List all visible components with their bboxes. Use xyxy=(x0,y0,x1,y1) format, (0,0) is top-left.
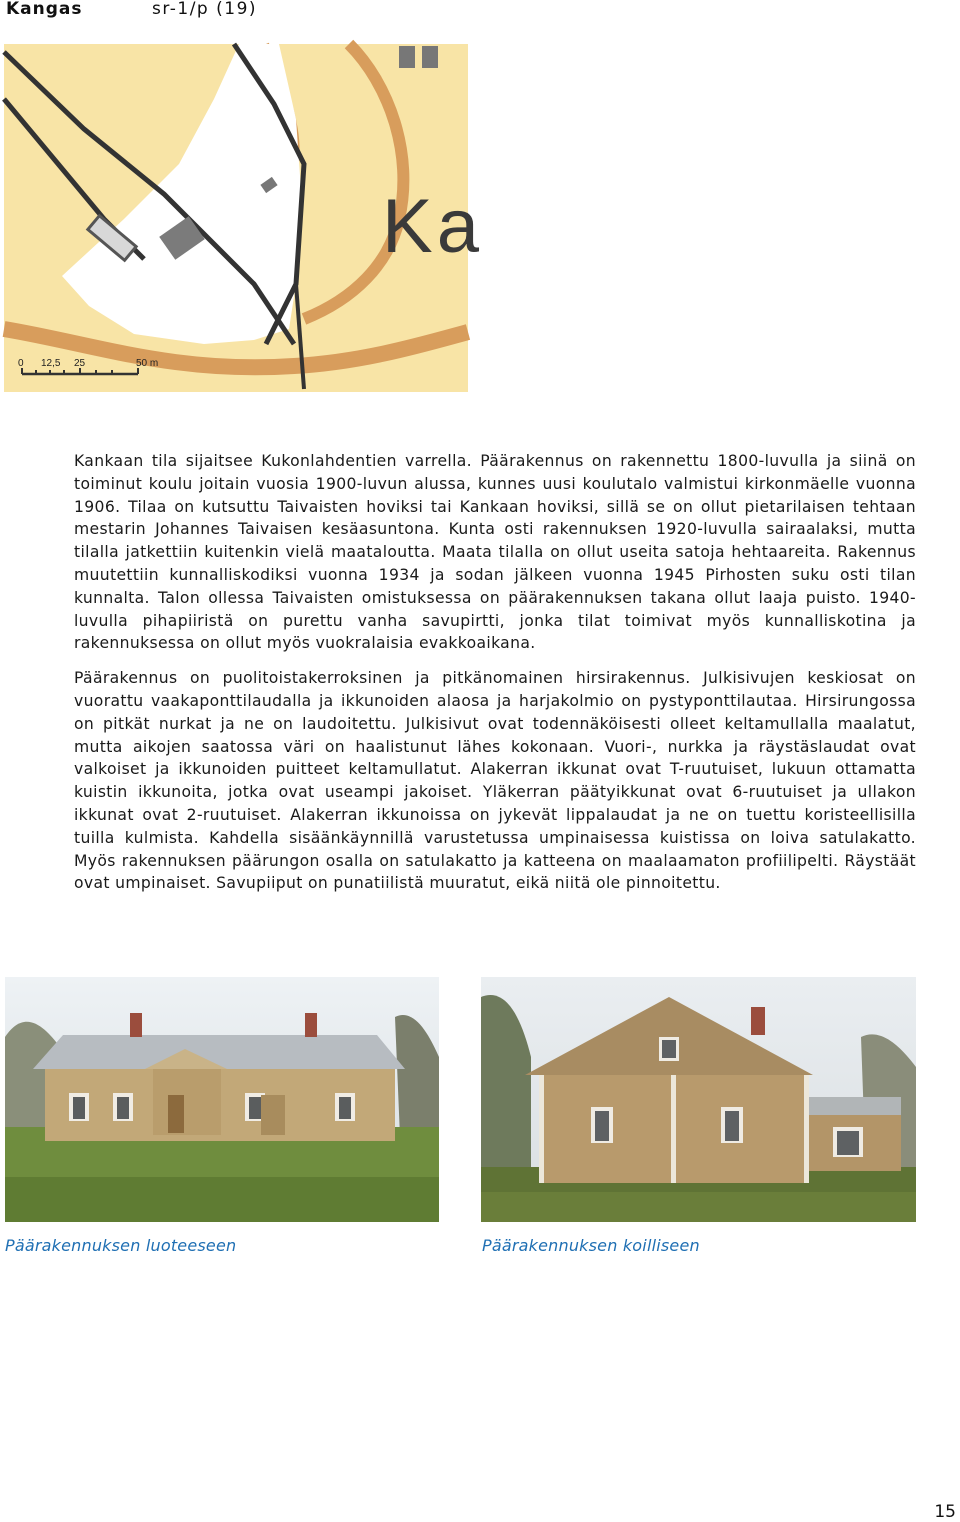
scale-label-50m: 50 m xyxy=(136,358,159,369)
scale-label-0: 0 xyxy=(18,358,24,369)
site-map xyxy=(4,44,483,392)
article-body xyxy=(74,450,916,895)
site-name: Kangas xyxy=(6,0,83,19)
page-header xyxy=(0,0,960,24)
photo-northeast xyxy=(481,977,916,1222)
map-scale-bar xyxy=(18,358,168,388)
paragraph-history: Kankaan tila sijaitsee Kukonlahdentien varrella. Päärakennus on rakennettu 1800-luvulla ja siinä on toiminut koulu joitain vuosia 1900-luvun alussa, kunnes uusi koulutalo valmistui kirkonmäelle vuonna 1906. Tilaa on kutsuttu Taivaisten hoviksi tai Kankaan hoviksi, sillä se on ollut pietarilaisen tehtaan mestarin Johannes Taivaisen kesäasuntona. Kunta osti rakennuksen 1920-luvulla sairaalaksi, mutta tilalla jatkettiin kuitenkin vielä maataloutta. Maata tilalla on ollut useita satoja hehtaareita. Rakennus muutettiin kunnalliskodiksi vuonna 1934 ja sodan jälkeen vuonna 1945 Pirhosten suku osti tilan kunnalta. Talon ollessa Taivaisten omistuksessa on päärakennuksen takana ollut laaja puisto. 1940-luvulla pihapiiristä on purettu vanha savupirtti, jonka tilat toimivat myös kunnalliskotina ja rakennuksessa on ollut myös vuokralaisia evakkoaikana. xyxy=(74,452,916,653)
site-code: sr-1/p (19) xyxy=(152,0,258,19)
page-number: 15 xyxy=(934,1502,956,1522)
map-place-label: Ka xyxy=(382,184,483,269)
photo-house-northwest xyxy=(5,977,439,1222)
scale-label-12-5: 12,5 xyxy=(41,358,61,369)
map-graphic xyxy=(4,44,483,392)
paragraph-architecture: Päärakennus on puolitoistakerroksinen ja pitkänomainen hirsirakennus. Julkisivujen keskiosat on vuorattu vaakaponttilaudalla ja ikkunoiden alaosa ja harjakolmio on pystyponttilautaa. Hirsirungossa on pitkät nurkat ja ne on laudoitettu. Julkisivut ovat todennäköisesti olleet keltamullalla maalatut, mutta aikojen saatossa väri on haalistunut lähes kokonaan. Vuori-, nurkka ja räystäslaudat ovat valkoiset ja ikkunoiden puitteet keltamullatut. Alakerran ikkunat ovat T-ruutuiset, lukuun ottamatta kuistin ikkunoita, jotka ovat useampi jakoiset. Yläkerran päätyikkunat ovat 6-ruutuiset ja ullakon ikkunat ovat 2-ruutuiset. Alakerran ikkunoissa on jykevät lippalaudat ja ne on tuettu koristeellisilla tuilla kulmista. Kahdella sisäänkäynnillä varustetussa umpinaisessa kuistissa on loiva satulakatto. Myös rakennuksen päärungon osalla on satulakatto ja katteena on maalaamaton profiilipelti. Räystäät ovat umpinaiset. Savupiiput on punatiilistä muuratut, eikä niitä ole pinnoitettu. xyxy=(74,669,916,893)
scale-label-25: 25 xyxy=(74,358,86,369)
photo-house-northeast xyxy=(481,977,916,1222)
caption-northwest: Päärakennuksen luoteeseen xyxy=(5,1236,237,1255)
caption-northeast: Päärakennuksen koilliseen xyxy=(482,1236,700,1255)
photo-northwest xyxy=(5,977,439,1222)
